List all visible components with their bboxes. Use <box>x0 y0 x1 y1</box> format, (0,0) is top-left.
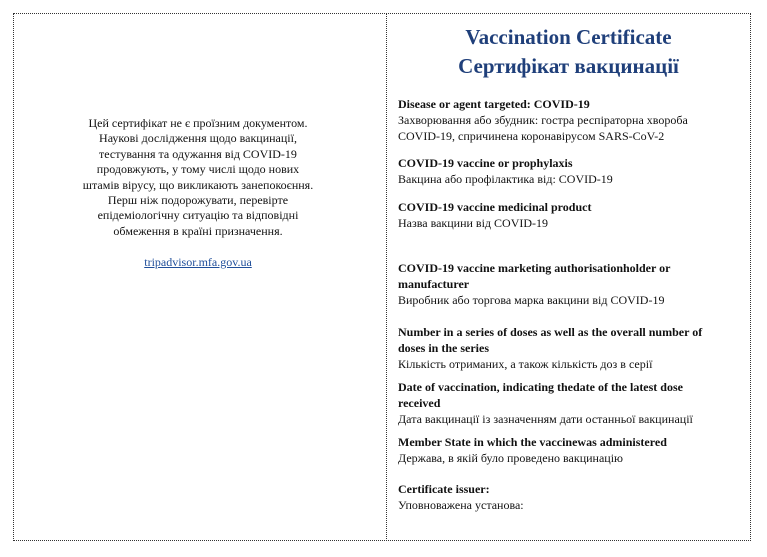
disclaimer-line: тестування та одужання від COVID-19 <box>99 146 297 161</box>
field-label: Member State in which the vaccinewas administered <box>398 435 667 449</box>
disclaimer-line: Наукові дослідження щодо вакцинації, <box>99 131 297 146</box>
field-value: Виробник або торгова марка вакцини від COVID-19 <box>398 293 665 307</box>
field-vaccine-prophylaxis <box>398 155 738 187</box>
field-member-state <box>398 434 738 466</box>
field-certificate-issuer <box>398 481 738 513</box>
disclaimer-text <box>30 116 366 239</box>
title-ukrainian: Сертифікат вакцинації <box>458 54 679 78</box>
disclaimer-line: Перш ніж подорожувати, перевірте <box>107 193 289 208</box>
field-label: COVID-19 vaccine medicinal product <box>398 200 592 214</box>
field-label: Number in a series of doses as well as the overall number of <box>398 325 703 339</box>
field-label: Disease or agent targeted: COVID-19 <box>398 97 590 111</box>
field-value: Уповноважена установа: <box>398 498 524 512</box>
field-label: COVID-19 vaccine or prophylaxis <box>398 156 573 170</box>
disclaimer-line: Цей сертифікат не є проїзним документом. <box>88 116 308 130</box>
disclaimer-line: обмеження в країні призначення. <box>113 223 283 238</box>
field-value: Назва вакцини від COVID-19 <box>398 216 549 230</box>
field-value: Дата вакцинації із зазначенням дати останньої вакцинації <box>398 412 693 426</box>
field-dose-number <box>398 324 738 372</box>
field-label: COVID-19 vaccine marketing authorisationholder or <box>398 261 671 275</box>
disclaimer-line: штамів вірусу, що викликають занепокоєння. <box>82 177 314 192</box>
field-manufacturer <box>398 260 738 308</box>
mfa-travel-link[interactable]: tripadvisor.mfa.gov.ua <box>144 255 252 270</box>
field-value: Держава, в якій було проведено вакцинацію <box>398 451 624 465</box>
disclaimer-line: епідеміологічну ситуацію та відповідні <box>97 208 299 223</box>
field-medicinal-product <box>398 199 738 231</box>
field-value: Захворювання або збудник: гостра респіраторна хвороба <box>398 113 688 127</box>
field-label: Date of vaccination, indicating thedate of the latest dose <box>398 380 683 394</box>
field-value: Кількість отриманих, а також кількість доз в серії <box>398 357 653 371</box>
field-label: received <box>398 396 441 410</box>
fold-line <box>386 13 387 541</box>
field-label: doses in the series <box>398 341 489 355</box>
field-value: COVID-19, спричинена коронавірусом SARS-CoV-2 <box>398 129 665 143</box>
left-panel <box>30 116 366 271</box>
field-label: Certificate issuer: <box>398 482 490 496</box>
field-label: manufacturer <box>398 277 470 291</box>
title-english: Vaccination Certificate <box>465 25 672 49</box>
field-disease <box>398 96 738 144</box>
field-value: Вакцина або профілактика від: COVID-19 <box>398 172 613 186</box>
disclaimer-line: продовжують, у тому числі щодо нових <box>96 162 300 177</box>
field-vaccination-date <box>398 379 738 427</box>
